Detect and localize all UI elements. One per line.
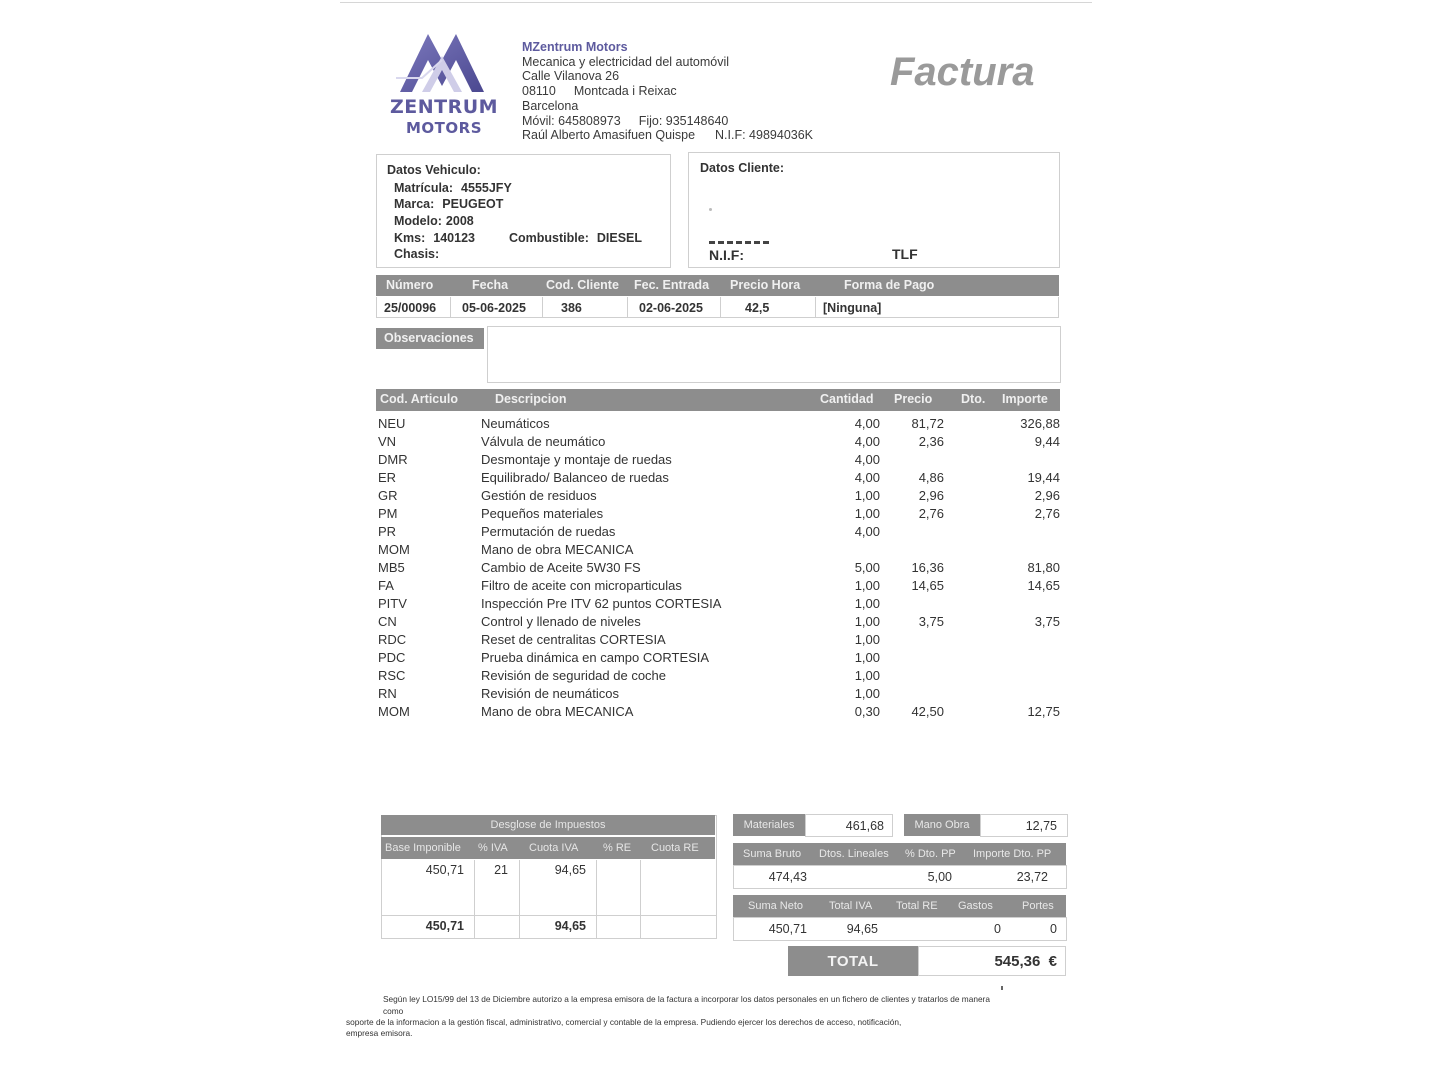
total-iva-value: 94,65 — [846, 922, 878, 936]
col-pct-dto-pp: % Dto. PP — [905, 848, 956, 860]
col-gastos: Gastos — [958, 900, 993, 912]
logo-text-zentrum: ZENTRUM — [389, 96, 499, 118]
item-code: FA — [378, 578, 394, 593]
item-quantity: 1,00 — [854, 686, 880, 701]
col-total-re: Total RE — [896, 900, 938, 912]
item-price: 16,36 — [911, 560, 944, 575]
materials-value-box — [805, 814, 893, 837]
col-fec-entrada: Fec. Entrada — [634, 278, 710, 292]
item-quantity: 4,00 — [854, 452, 880, 467]
list-item — [376, 416, 1062, 434]
item-description: Filtro de aceite con microparticulas — [481, 578, 682, 593]
item-code: RDC — [378, 632, 407, 647]
invoice-number: 25/00096 — [384, 301, 437, 315]
legal-line-1: Según ley LO15/99 del 13 de Diciembre autorizo a la empresa emisora de la factura a incorporar los datos personales en un fichero de clientes y tratarlos de manera — [383, 994, 990, 1004]
invoice-header-values — [376, 297, 1059, 318]
item-amount: 12,75 — [1027, 704, 1060, 719]
item-code: PITV — [378, 596, 407, 611]
divider — [815, 297, 816, 317]
item-price: 2,96 — [918, 488, 944, 503]
col-cod-cliente: Cod. Cliente — [546, 278, 619, 292]
vehicle-model-row — [394, 214, 474, 228]
gross-value: 474,43 — [768, 870, 807, 884]
company-town: Montcada i Reixac — [573, 84, 677, 99]
company-street: Calle Vilanova 26 — [522, 69, 620, 84]
list-item — [376, 704, 1062, 722]
labour-label-box — [904, 814, 980, 836]
item-description: Mano de obra MECANICA — [481, 542, 634, 557]
item-amount: 3,75 — [1034, 614, 1060, 629]
model-value: 2008 — [445, 214, 474, 228]
client-section-label: Datos Cliente: — [700, 161, 785, 175]
item-amount: 2,76 — [1034, 506, 1060, 521]
col-numero: Número — [386, 278, 434, 292]
col-cod-articulo: Cod. Articulo — [380, 392, 459, 406]
company-city: Barcelona — [522, 98, 579, 113]
list-item — [376, 542, 1062, 560]
col-suma-neto: Suma Neto — [748, 900, 804, 912]
vehicle-section-label: Datos Vehiculo: — [387, 163, 481, 177]
col-total-iva: Total IVA — [829, 900, 873, 912]
client-code: 386 — [561, 301, 582, 315]
list-item — [376, 560, 1062, 578]
company-activity: Mecanica y electricidad del automóvil — [522, 54, 730, 69]
col-fecha: Fecha — [472, 278, 509, 292]
col-cuota-re: Cuota RE — [651, 842, 699, 854]
item-amount: 9,44 — [1034, 434, 1060, 449]
legal-line-3a: soporte de — [346, 1017, 386, 1027]
stray-mark — [1001, 986, 1003, 990]
col-precio: Precio — [894, 392, 933, 406]
totals-values-a — [733, 865, 1067, 889]
gastos-value: 0 — [994, 922, 1001, 936]
list-item — [376, 524, 1062, 542]
redaction-mark — [709, 208, 712, 211]
divider — [720, 297, 721, 317]
list-item — [376, 470, 1062, 488]
col-cantidad: Cantidad — [820, 392, 874, 406]
materials-value: 461,68 — [845, 819, 884, 833]
item-description: Neumáticos — [481, 416, 550, 431]
hourly-rate: 42,5 — [745, 301, 770, 315]
client-nif-label: N.I.F: — [709, 247, 744, 263]
legal-line-4: empresa emisora. — [346, 1028, 413, 1038]
divider — [627, 297, 628, 317]
company-postal: 08110 — [522, 84, 556, 99]
item-description: Gestión de residuos — [481, 488, 597, 503]
tax-header-bar — [381, 837, 715, 859]
item-code: DMR — [378, 452, 408, 467]
list-item — [376, 434, 1062, 452]
entry-date: 02-06-2025 — [639, 301, 703, 315]
company-mobile: Móvil: 645808973 — [522, 113, 621, 128]
company-phone: Fijo: 935148640 — [638, 113, 729, 128]
company-phones — [522, 114, 813, 129]
page-top-border — [340, 2, 1092, 3]
item-amount: 19,44 — [1027, 470, 1060, 485]
divider — [450, 297, 451, 317]
dto-pp-amount: 23,72 — [1016, 870, 1048, 884]
item-price: 81,72 — [911, 416, 944, 431]
fuel-value: DIESEL — [596, 231, 643, 245]
list-item — [376, 578, 1062, 596]
list-item — [376, 506, 1062, 524]
item-quantity: 0,30 — [854, 704, 880, 719]
item-quantity: 1,00 — [854, 668, 880, 683]
zentrum-logo-icon — [392, 30, 492, 96]
vehicle-data-box — [376, 154, 671, 268]
tax-base: 450,71 — [425, 863, 464, 877]
col-dto: Dto. — [961, 392, 986, 406]
item-code: MOM — [378, 542, 410, 557]
item-code: PR — [378, 524, 397, 539]
divider — [542, 297, 543, 317]
item-description: Revisión de seguridad de coche — [481, 668, 667, 683]
kms-label: Kms: — [394, 231, 426, 245]
dto-pp-value: 5,00 — [927, 870, 952, 884]
company-nif: N.I.F: 49894036K — [715, 128, 814, 143]
item-quantity: 1,00 — [854, 614, 880, 629]
observations-box — [487, 326, 1061, 383]
item-code: NEU — [378, 416, 406, 431]
totals-header-a — [733, 843, 1066, 865]
item-quantity: 1,00 — [854, 506, 880, 521]
divider — [382, 915, 716, 916]
item-code: CN — [378, 614, 397, 629]
invoice-date: 05-06-2025 — [462, 301, 526, 315]
item-description: Equilibrado/ Balanceo de ruedas — [481, 470, 669, 485]
list-item — [376, 668, 1062, 686]
payment-method: [Ninguna] — [823, 301, 882, 315]
total-label-box — [788, 946, 918, 976]
tax-iva-pct: 21 — [494, 863, 508, 877]
list-item — [376, 596, 1062, 614]
col-base-imponible: Base Imponible — [385, 842, 461, 854]
legal-line-3c: gestión fiscal, administrativo, comercial y contable de la empresa. Pudiendo ejercer los derechos de acceso, notificación, — [457, 1017, 902, 1027]
col-forma-pago: Forma de Pago — [844, 278, 935, 292]
vehicle-plate-row — [394, 181, 512, 195]
item-code: VN — [378, 434, 397, 449]
portes-value: 0 — [1050, 922, 1057, 936]
item-amount: 81,80 — [1027, 560, 1060, 575]
list-item — [376, 650, 1062, 668]
col-pct-re: % RE — [603, 842, 632, 854]
logo-text-motors: MOTORS — [405, 119, 482, 137]
item-description: Inspección Pre ITV 62 puntos CORTESIA — [481, 596, 722, 611]
vehicle-fuel-row — [509, 231, 642, 245]
item-quantity: 4,00 — [854, 434, 880, 449]
list-item — [376, 452, 1062, 470]
list-item — [376, 632, 1062, 650]
list-item — [376, 614, 1062, 632]
client-data-box — [688, 152, 1060, 268]
tax-total-base: 450,71 — [425, 919, 464, 933]
item-code: ER — [378, 470, 397, 485]
total-label: TOTAL — [827, 953, 879, 970]
tax-iva-amount: 94,65 — [554, 863, 586, 877]
client-tlf-label: TLF — [892, 246, 918, 262]
item-description: Revisión de neumáticos — [481, 686, 620, 701]
labour-value-box — [980, 814, 1068, 837]
model-label: Modelo: — [394, 214, 442, 228]
item-description: Desmontaje y montaje de ruedas — [481, 452, 672, 467]
item-description: Pequeños materiales — [481, 506, 604, 521]
item-price: 2,36 — [918, 434, 944, 449]
observations-label: Observaciones — [384, 331, 474, 345]
item-amount: 326,88 — [1020, 416, 1060, 431]
labour-value: 12,75 — [1025, 819, 1057, 833]
col-pct-iva: % IVA — [478, 842, 508, 854]
fuel-label: Combustible: — [509, 231, 589, 245]
col-cuota-iva: Cuota IVA — [529, 842, 579, 854]
item-quantity: 5,00 — [854, 560, 880, 575]
kms-value: 140123 — [433, 231, 475, 245]
item-quantity: 1,00 — [854, 650, 880, 665]
company-owner-nif — [522, 128, 813, 143]
item-quantity: 4,00 — [854, 470, 880, 485]
item-code: RSC — [378, 668, 406, 683]
item-code: MB5 — [378, 560, 405, 575]
net-value: 450,71 — [768, 922, 807, 936]
col-portes: Portes — [1022, 900, 1054, 912]
item-price: 42,50 — [911, 704, 944, 719]
vehicle-kms-row — [394, 231, 475, 245]
item-price: 4,86 — [918, 470, 944, 485]
col-importe-dto-pp: Importe Dto. PP — [973, 848, 1052, 860]
observations-label-box — [376, 328, 484, 349]
item-description: Prueba dinámica en campo CORTESIA — [481, 650, 710, 665]
brand-value: PEUGEOT — [442, 197, 504, 211]
col-suma-bruto: Suma Bruto — [743, 848, 802, 860]
list-item — [376, 686, 1062, 704]
divider — [596, 860, 597, 938]
item-amount: 14,65 — [1027, 578, 1060, 593]
company-info — [522, 40, 813, 143]
total-value: 545,36 € — [994, 953, 1057, 970]
item-price: 14,65 — [911, 578, 944, 593]
item-description: Permutación de ruedas — [481, 524, 616, 539]
legal-overprint — [388, 1017, 455, 1027]
company-owner: Raúl Alberto Amasifuen Quispe — [522, 128, 696, 143]
tax-title-bar — [381, 815, 715, 835]
company-postal-town — [522, 84, 813, 99]
item-quantity: 1,00 — [854, 596, 880, 611]
item-code: PDC — [378, 650, 406, 665]
item-price: 2,76 — [918, 506, 944, 521]
item-quantity: 1,00 — [854, 488, 880, 503]
col-descripcion: Descripcion — [495, 392, 567, 406]
materials-label: Materiales — [743, 819, 795, 831]
item-code: GR — [378, 488, 398, 503]
totals-values-b — [733, 917, 1067, 941]
item-quantity: 1,00 — [854, 578, 880, 593]
vehicle-brand-row — [394, 197, 503, 211]
labour-label: Mano Obra — [914, 819, 970, 831]
brand-label: Marca: — [394, 197, 435, 211]
item-code: MOM — [378, 704, 410, 719]
item-amount: 2,96 — [1034, 488, 1060, 503]
tax-title: Desglose de Impuestos — [490, 819, 606, 831]
item-code: RN — [378, 686, 397, 701]
item-price: 3,75 — [918, 614, 944, 629]
legal-line-3 — [346, 1017, 901, 1028]
item-quantity: 4,00 — [854, 524, 880, 539]
col-importe: Importe — [1002, 392, 1048, 406]
plate-value: 4555JFY — [461, 181, 512, 195]
company-name: MZentrum Motors — [522, 40, 628, 54]
item-description: Reset de centralitas CORTESIA — [481, 632, 666, 647]
item-quantity: 1,00 — [854, 632, 880, 647]
total-value-box — [918, 946, 1066, 976]
item-description: Cambio de Aceite 5W30 FS — [481, 560, 641, 575]
redacted-text — [709, 241, 769, 244]
item-description: Control y llenado de niveles — [481, 614, 641, 629]
vehicle-chassis-label: Chasis: — [394, 247, 440, 261]
plate-label: Matrícula: — [394, 181, 454, 195]
items-header-bar — [376, 389, 1060, 411]
legal-line-2: como — [383, 1006, 404, 1016]
col-precio-hora: Precio Hora — [730, 278, 801, 292]
item-quantity: 4,00 — [854, 416, 880, 431]
item-code: PM — [378, 506, 398, 521]
item-description: Válvula de neumático — [481, 434, 606, 449]
divider — [640, 860, 641, 938]
col-dtos-lineales: Dtos. Lineales — [819, 848, 889, 860]
document-title: Factura — [890, 50, 1035, 94]
invoice-header-bar — [376, 275, 1059, 296]
legal-line-3b: la informacion a la — [387, 1017, 455, 1027]
totals-header-b — [733, 895, 1066, 917]
item-description: Mano de obra MECANICA — [481, 704, 634, 719]
materials-label-box — [733, 814, 805, 836]
list-item — [376, 488, 1062, 506]
tax-total-iva: 94,65 — [554, 919, 586, 933]
